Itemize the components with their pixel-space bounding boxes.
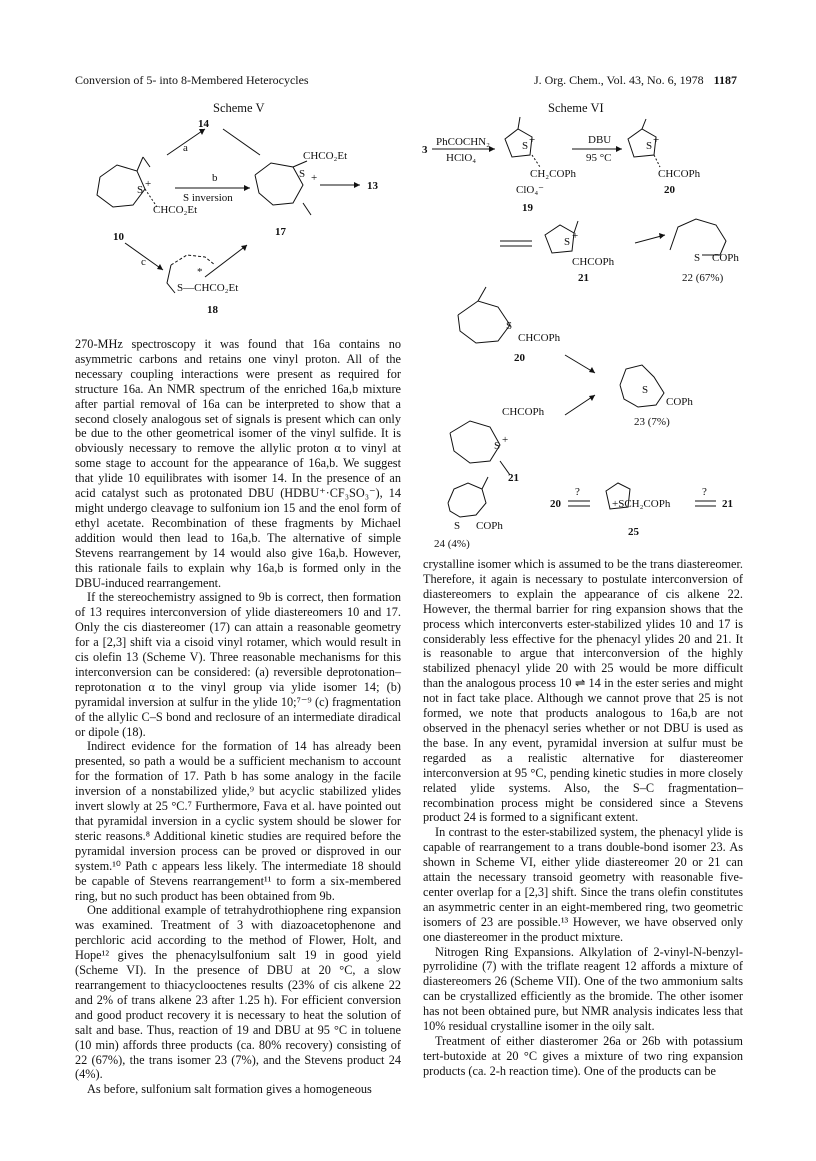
label-chcoph-20: CHCOPh [658,168,701,180]
label-s-19: S [522,140,529,152]
scheme-5-title: Scheme V [213,101,265,115]
label-20: 20 [664,184,675,196]
label-coph-22: COPh [712,252,739,264]
right-paragraph-2: In contrast to the ester-stabilized system, the phenacyl ylide is capable of rearrangement to a trans double-bond isomer 23. As shown in Scheme VI, either ylide diastereomer 20 or 21 can attain the necessary transoid geometry with reasonable five-center overlap for a [2,3] shift. Since the trans olefin constitutes an asymmetric center in an eight-membered ring, two geometric isomers of 23 are possible.¹³ However, we have observed only one diastereomer in the product mixture. [423,825,743,944]
label-chcoph-21b: CHCOPh [502,406,545,418]
right-paragraph-1: crystalline isomer which is assumed to be the trans diastereomer. Therefore, it again is necessary to postulate interconversion of diastereomers to explain the appearance of cis alkene 22. However, the thermal barrier for ring expansion shows that the process which interconverts ester-stabilized ylides 10 and 17 is considerably less effective for the phenacyl ylides 20 and 21. It is reasonable to argue that interconversion of the highly stabilized phenacyl ylide 20 with 25 would be more difficult than the analogous process 10 ⇌ 14 in the ester series and might not in fact take place. Although we cannot prove that 25 is not formed, we note that products analogous to 16a,b are not observed in the phenacyl series whether or not DBU is used as the base. In any event, pyramidal inversion at sulfur must be regarded as a realistic alternative for diastereomer interconversion at 95 °C, pending kinetic studies in more closely related ylide systems. Also, the S–C fragmentation–recombination process might be considered since a Stevens product 24 is formed to a significant extent. [423,557,743,825]
label-plus-10: + [145,178,152,190]
label-temp: 95 °C [586,152,612,164]
scheme-6-figure [420,115,750,550]
fragment-18 [171,255,215,265]
label-14: 14 [198,118,209,130]
label-17: 17 [275,226,286,238]
label-chco2et-17: CHCO₂Et [303,150,348,162]
vinyl-20 [642,119,646,129]
ring-17 [255,163,306,205]
vinyl-20b [478,287,486,301]
label-b: b [212,172,218,184]
label-23: 23 (7%) [634,416,670,428]
right-column [423,557,743,1079]
label-reagent-top: PhCOCHN₂ [436,136,490,148]
label-coph-23: COPh [666,396,693,408]
label-s-23: S [642,384,649,396]
label-chcoph-20b: CHCOPh [518,332,561,344]
label-s-10: S [137,184,144,196]
label-sch2coph: +SCH₂COPh [612,498,671,510]
arrow-18-17 [205,245,247,277]
right-paragraph-4: Treatment of either diasteromer 26a or 26b with potassium tert-butoxide at 20 °C gives a mixture of two ring expansion products (ca. 2-h reaction time). One of the products can be [423,1034,743,1078]
label-21b: 21 [508,472,519,484]
label-plus-21: + [572,230,579,242]
vinyl-19 [518,117,520,129]
arrowhead-c [157,264,163,270]
label-star: * [197,266,203,278]
label-c: c [141,256,146,268]
label-s-inversion: S inversion [183,192,233,204]
vinyl-17 [303,203,311,215]
label-s-20b: S [506,320,513,332]
left-paragraph-2: If the stereochemistry assigned to 9b is correct, then formation of 13 requires interconversion of ylide diastereomers 10 and 17. Only the cis diastereomer (17) can attain a reasonable geometry for a [2,3] shift via a cisoid vinyl rotamer, which would result in cis olefin 13 (Scheme V). Three reasonable mechanisms for this interconversion can be considered: (a) reversible deprotonation–reprotonation α to the vinyl group via ylide isomer 14; (b) pyramidal inversion at sulfur in the ylide 10;⁷⁻⁹ (c) fragmentation of the allylic C–S bond and reclosure of an intermediate diradical or dipole (18). [75,590,401,739]
label-s-22: S [694,252,701,264]
arrowhead-13 [354,182,360,188]
label-s-21: S [564,236,571,248]
page-number: 1187 [713,73,737,87]
label-20c: 20 [550,498,561,510]
running-header-right [534,73,737,88]
journal-citation: J. Org. Chem., Vol. 43, No. 6, 1978 [533,73,704,87]
arrowhead-17 [241,245,247,251]
arrow-to-17 [223,129,260,155]
label-plus-20: + [653,134,660,146]
scheme-6-title: Scheme VI [548,101,604,115]
label-s-21b: S [494,440,501,452]
scheme-5-figure [75,115,401,320]
label-plus-19: + [529,134,536,146]
label-ch2coph: CH₂COPh [530,168,577,180]
label-question-a: ? [575,486,580,498]
arrowhead-step2 [616,146,622,152]
left-paragraph-1: 270-MHz spectroscopy it was found that 16a contains no asymmetric carbons and retains one vinyl proton. All of the necessary coupling interactions were present as required for structure 16a. An NMR spectrum of the enriched 16a,b mixture after partial removal of 16a can be interpreted to show that a second closely analogous set of signals is present which can only be due to the other geometrical isomer of the vinyl sulfide. It is obviously necessary to remove the allylic proton α to vinyl at some stage to account for the appearance of 16a,b. We suggest that ylide 10 equilibrates with isomer 14. In the presence of an acid catalyst such as protonated DBU (HDBU⁺·CF₃SO₃⁻), 14 might undergo cleavage to sulfonium ion 15 and the enol form of ethyl acetate. Recombination of these fragments by Michael addition would then lead to 16a,b. The alternative of simple Stevens rearrangement by 14 would also give 16a,b. However, this rationale fails to explain why 16a,b is formed only in the DBU-induced rearrangement. [75,337,401,590]
label-18-structure: S—CHCO₂Et [177,282,239,294]
label-18: 18 [207,304,218,316]
label-3: 3 [422,144,428,156]
label-s-17: S [299,168,306,180]
left-paragraph-5: As before, sulfonium salt formation gives a homogeneous [87,1082,372,1097]
label-reagent-bottom: HClO₄ [446,152,477,164]
label-s-20: S [646,140,653,152]
label-25: 25 [628,526,639,538]
ring-22 [670,219,726,255]
left-column [75,337,401,1097]
label-question-b: ? [702,486,707,498]
label-plus-17: + [311,172,318,184]
label-chcoph-21: CHCOPh [572,256,615,268]
label-plus-21b: + [502,434,509,446]
running-header-left: Conversion of 5- into 8-Membered Heterocycles [75,73,309,87]
label-24: 24 (4%) [434,538,470,550]
label-13: 13 [367,180,378,192]
left-paragraph-4: One additional example of tetrahydrothiophene ring expansion was examined. Treatment of 3 with diazoacetophenone and perchloric acid according to the method of Flower, Holt, and Hope¹² gives the phenacylsulfonium salt 19 in good yield (Scheme VI). In the presence of DBU at 20 °C, a slow rearrangement to thiacyclooctenes results (23% of cis alkene 22 and 2% of trans alkene 23 after 1.25 h). For efficient conversion and good product recovery it is necessary to heat the solution of salt and base. Thus, reaction of 19 and DBU at 95 °C in toluene (10 min) affords three products (ca. 80% recovery) consisting of 22 (67%), the trans isomer 23 (7%), and the Stevens product 24 (4%). [75,903,401,1082]
left-paragraph-3: Indirect evidence for the formation of 14 has already been presented, so path a would be a sufficient mechanism to account for the formation of 17. Path b has some analogy in the facile inversion of a nonstabilized ylide,⁹ but acyclic stabilized ylides invert slowly at 25 °C.⁷ Furthermore, Fava et al. have pointed out that pyramidal inversion in a cyclic system should be slower for steric reasons.⁸ Additional kinetic studies are required before the pyramidal inversion process can be proved or disproved in our system.¹⁰ Path c appears less likely. The intermediate 18 should be capable of Stevens rearrangement¹¹ to form a six-membered ring, but no such product has been obtained from 9b. [75,739,401,903]
ring-18 [167,265,175,293]
label-clo4: ClO₄⁻ [516,184,544,196]
label-dbu: DBU [588,134,612,146]
label-a: a [183,142,188,154]
vinyl-10b [143,157,150,167]
bond-19 [532,155,540,167]
ring-21b [450,421,500,463]
vinyl-10a [137,157,143,171]
bond-20 [654,155,660,167]
label-22: 22 (67%) [682,272,724,284]
label-20b: 20 [514,352,525,364]
label-coph-24: COPh [476,520,503,532]
vinyl-24 [482,477,488,489]
label-21: 21 [578,272,589,284]
ring-20b [458,301,513,343]
label-s-24: S [454,520,461,532]
label-21c: 21 [722,498,733,510]
label-10: 10 [113,231,124,243]
label-19: 19 [522,202,533,214]
ring-24 [448,483,486,517]
arrowhead-22 [659,233,665,239]
arrowhead-b [244,185,250,191]
label-chco2et-10: CHCO₂Et [153,204,198,216]
right-paragraph-3: Nitrogen Ring Expansions. Alkylation of 2-vinyl-N-benzyl-pyrrolidine (7) with the triflate reagent 12 affords a mixture of diastereomers 26 (Scheme VII). One of the two ammonium salts can be crystallized efficiently as the bromide. The other isomer has not been obtained pure, but NMR analysis indicates less that 10% residual crystalline isomer in the oily salt. [423,944,743,1034]
